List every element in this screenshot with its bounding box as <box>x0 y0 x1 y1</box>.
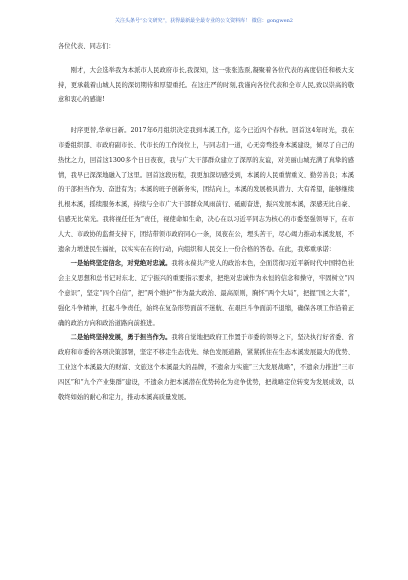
review-paragraph: 时序更替,华章日新。2017年6月组织决定我到本溪工作，迄今已近四个春秋。回首这4年时光，我在市委组织部、市政府副市长、代市长的工作岗位上，与同志们一道，心无旁骛投身本溪建设，倾尽了自己的热忱之力，回首这1300多个日日夜夜，我与广大干部群众建立了深厚的友谊，对美丽山城充满了真挚的感情，我早已深深地融入了这里。回首这段历程，我更加深切感受到，本溪的人民重情重义、勤劳善良；本溪的干部担当作为、奋进有为；本溪的班子创新务实，团结向上，本溪的发展极具潜力、大有希望，能够继续扎根本溪，摇续服务本溪，持续与全市广大干部群众风雨前行、砥砺奋进，振兴发展本溪，深感无比自豪、信感无比荣光。我将视任任为“责任，视使命如生命，决心在以习近平同志为核心的市委坚强领导下，在市人大、市政协的监督支持下，团结带领市政府同心一条，凤夜在公，埋头苦干，尽心竭力推动本溪发展，不遗余力增进民生福祉，以实实在在的行动，向组织和人民交上一份合格的答卷。在此，我郑重承诺： <box>58 127 354 253</box>
pledge-two-text: 我将自觉地把政府工作置于市委的领导之下，坚决执行好省委、省政府和市委的各项决策部署，坚定不移走生态优先、绿色发展道路，紧紧抓住在生态本溪发展最大的优势、工业这个本溪最大的财富、文旅这个本溪最大的品牌，不遗余力实施“三大发展战略”，不遗余力推进“三市四区”和“九个产业集群”建设，不遗余力把本溪潜在优势转化为竞争优势，把战略定位转变为发展成效，以敬终如始的耐心和定力，推动本溪高质量发展。 <box>58 334 355 401</box>
pledge-one-heading: 一是始终坚定信念，对党绝对忠诚。 <box>70 260 172 268</box>
promo-banner: 关注头条号“公文研究”，获得最新最全最专业的公文资料库！ 微信：gongwen2 <box>115 18 293 24</box>
pledge-one-text: 我将永葆共产党人的政治本色，全面贯彻习近平新时代中国特色社会主义思想和总书记对东北、辽宁振兴的重要指示要求，把绝对忠诚作为永恒的信念和操守，牢固树立“四个意识”，坚定“四个自信”，把“两个维护”作为最大政治、最高原则，胸怀“两个大局”，把握“国之大者”，强化斗争精神，扛起斗争责任，始终在复杂形势面前不迷航、在艰巨斗争面前不退缩，确保各项工作沿着正确的政治方向和政治道路向前推进。 <box>58 260 355 327</box>
opening-paragraph: 刚才，大会选举我为本派市人民政府市长,我深知，这一张张选票,凝聚着各位代表的高度信任和极大支持，更承载着山城人民的深切期待和厚望重托。在这庄严的时刻,我谨向各位代表和全市人民,致以崇高的敬意和衷心的感谢! <box>58 66 354 104</box>
pledge-two-heading: 二是始终坚持发展，勇于担当作为。 <box>70 334 172 342</box>
pledge-one-paragraph <box>58 257 354 331</box>
pledge-two-paragraph <box>58 331 354 405</box>
document-body <box>58 40 354 405</box>
salutation: 各位代表、同志们： <box>58 43 115 50</box>
